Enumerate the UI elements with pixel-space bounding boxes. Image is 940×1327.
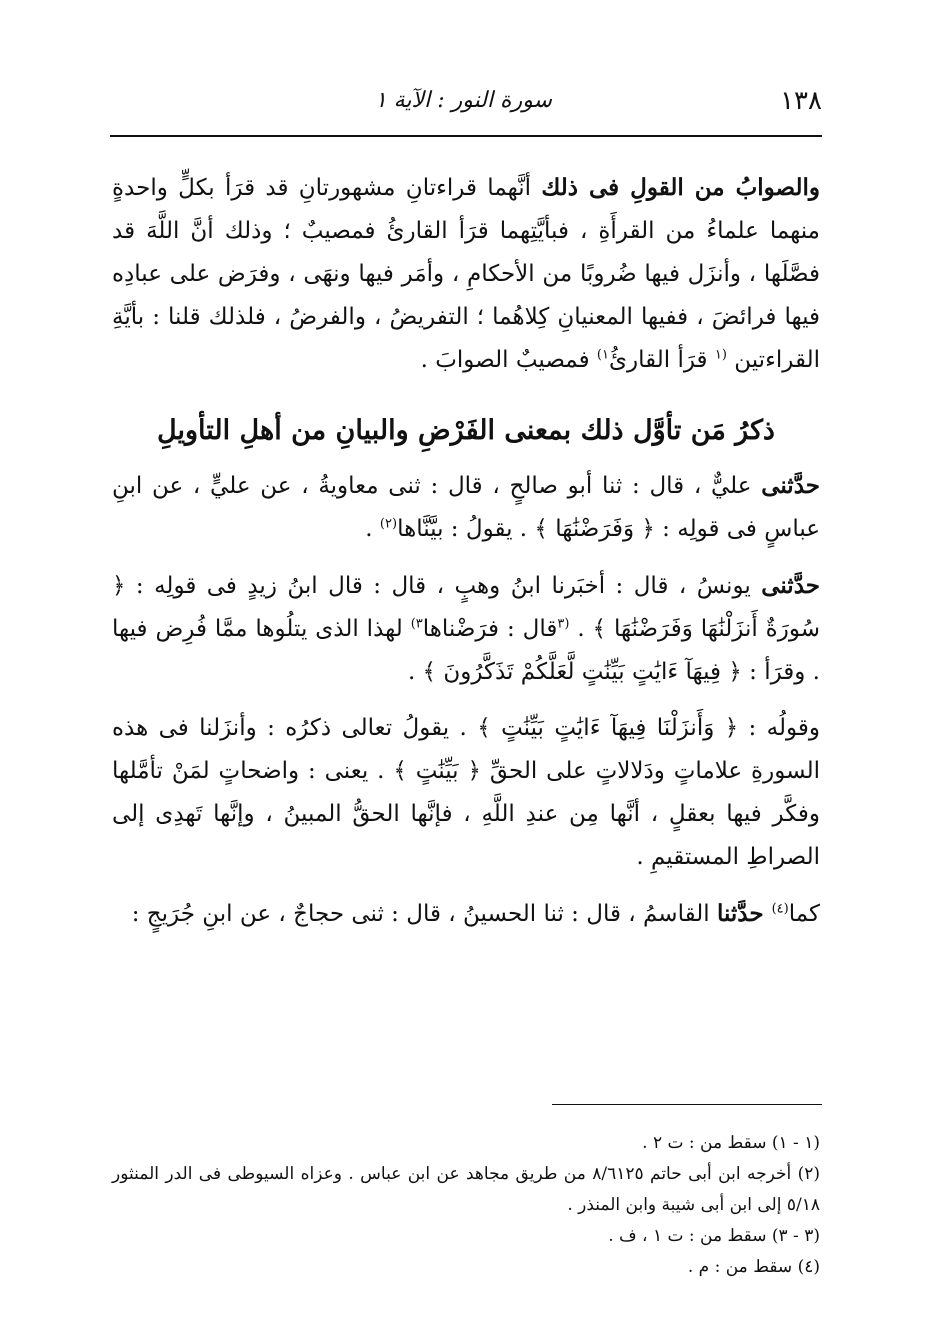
narration-text: لهذا الذى يتلُوها ممَّا فُرِض فيها . وقرَأ : ﴿ فِيهَآ ءَايَٰتٍ بَيِّنَٰتٍ لَّعَلَّكُمْ تَذَكَّرُونَ ﴾ . xyxy=(112,616,820,685)
header-rule xyxy=(110,135,822,137)
footnote-rule xyxy=(552,1104,822,1105)
narration-1 xyxy=(112,464,820,551)
running-title: سورة النور : الآية ١ xyxy=(374,88,552,113)
footnotes xyxy=(112,1128,820,1283)
paragraph-text: أنَّهما قراءتانِ مشهورتانِ قد قرَأ بكلٍّ واحدةٍ منهما علماءُ من القرأَةِ ، فبأيَّتِهما قرَأ القارئُ فمصيبٌ ؛ وذلك أنَّ اللَّهَ قد فصَّلَها ، وأنزَل فيها ضُروبًا من الأحكامِ ، وأمَر فيها ونهَى ، وفرَض على عبادِه فيها فرائضَ ، ففيها المعنيانِ كِلاهُما ؛ التفريضُ ، والفرضُ ، فلذلك قلنا : بأيَّةِ القراءتين xyxy=(112,175,820,373)
page-header xyxy=(110,84,822,124)
bold-lead: حدَّثنى xyxy=(761,572,820,599)
narration-text: قال : فرَضْناها xyxy=(422,616,558,642)
narration-2 xyxy=(112,564,820,694)
narration-text: عليٌّ ، قال : ثنا أبو صالحٍ ، قال : ثنى معاويةُ ، عن عليٍّ ، عن ابنِ عباسٍ فى قولِه : ﴿ وَفَرَضْنَٰهَا ﴾ . يقولُ : بيَّنَّاها xyxy=(112,473,820,542)
bold-lead: والصوابُ من القولِ فى ذلك xyxy=(541,174,821,201)
footnote-marker: (١ xyxy=(714,347,727,363)
paragraph-text: قرَأ القارئُ xyxy=(608,347,715,373)
paragraph-text: كما xyxy=(788,901,820,927)
footnote-marker: (٤) xyxy=(771,901,789,917)
page-number: ١٣٨ xyxy=(780,86,822,116)
paragraph-last xyxy=(112,892,820,936)
footnote-marker: (٢) xyxy=(379,516,398,532)
footnote-1: (١ - ١) سقط من : ت ٢ . xyxy=(642,1133,820,1153)
bold-lead: حدَّثنى xyxy=(761,472,820,499)
main-text xyxy=(112,166,820,936)
bold-lead: حدَّثنا xyxy=(716,900,772,927)
section-heading: ذكرُ مَن تأوَّل ذلك بمعنى الفَرْضِ والبيانِ من أهلِ التأويلِ xyxy=(157,415,775,446)
footnote-marker: (٣ xyxy=(557,616,570,632)
narration-text: . xyxy=(365,516,380,542)
paragraph-text: القاسمُ ، قال : ثنا الحسينُ ، قال : ثنى حجاجٌ ، عن ابنِ جُرَيجٍ : xyxy=(131,901,717,927)
narration-text: يونسُ ، قال : أخبَرنا ابنُ وهبٍ ، قال : قال ابنُ زيدٍ فى قولِه : ﴿ سُورَةٌ أَنزَلْنَٰهَا وَفَرَضْنَٰهَا ﴾ . xyxy=(112,573,820,642)
paragraph-tafsir: وقولُه : ﴿ وَأَنزَلْنَا فِيهَآ ءَايَٰتٍ بَيِّنَٰتٍ ﴾ . يقولُ تعالى ذكرُه : وأنزَلنا فى هذه السورةِ علاماتٍ ودَلالاتٍ على الحقِّ ﴿ بَيِّنَٰتٍ ﴾ . يعنى : واضحاتٍ لمَنْ تأمَّلها وفكَّر فيها بعقلٍ ، أنَّها مِن عندِ اللَّهِ ، فإنَّها الحقُّ المبينُ ، وإنَّها تَهدِى إلى الصراطِ المستقيمِ . xyxy=(112,715,820,870)
paragraph-opinion xyxy=(112,166,820,382)
footnote-4: (٤) سقط من : م . xyxy=(687,1257,820,1277)
footnote-marker: ٣) xyxy=(410,616,423,632)
footnote-2: (٢) أخرجه ابن أبى حاتم ٨/٦١٢٥ من طريق مجاهد عن ابن عباس . وعزاه السيوطى فى الدر المنثور ٥/١٨ إلى ابن أبى شيبة وابن المنذر . xyxy=(112,1164,820,1215)
footnote-3: (٣ - ٣) سقط من : ت ١ ، ف . xyxy=(608,1226,820,1246)
footnote-marker: ١) xyxy=(596,347,609,363)
paragraph-text: فمصيبٌ الصوابَ . xyxy=(420,347,597,373)
